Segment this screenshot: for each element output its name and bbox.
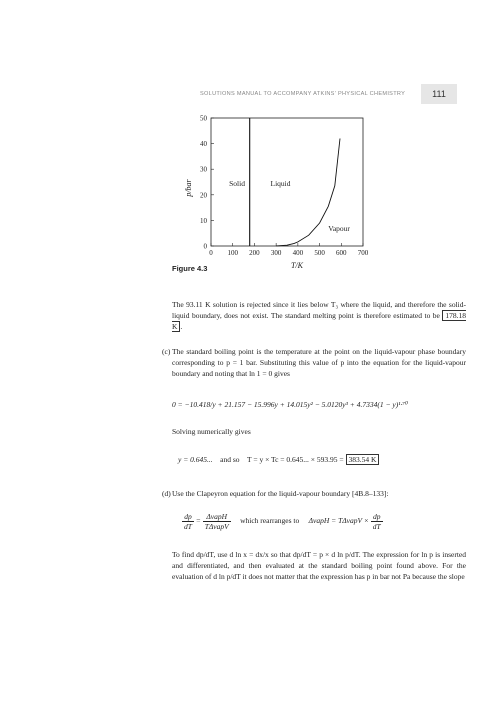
x-tick-label: 400	[292, 249, 304, 257]
rearranged-lhs: ΔvapH = TΔvapV ×	[308, 516, 369, 526]
y-tick-label: 30	[200, 165, 207, 174]
fraction-dh-tdv: $\frac{\text{ΔvapH}}{\text{TΔvapV}}$	[204, 512, 229, 531]
equation-boiling: 0 = −10.418/y + 21.157 − 15.996y + 14.015y² − 5.0120y³ + 4.7334(1 − y)¹·⁷⁰	[172, 400, 408, 409]
paragraph-boiling-point: The standard boiling point is the temperature at the point on the liquid-vapour phase boundary corresponding to p = 1 bar. Substituting this value of p into the equation for the liquid-vapour boundary and noting that ln 1 = 0 gives	[172, 347, 466, 379]
melting-text: The 93.11 K solution is rejected since it lies below T₃ where the liquid, and therefore the solid-liquid boundary, does not exist. The standard melting point is therefore estimated to be	[172, 300, 466, 321]
equals-sign: =	[195, 516, 201, 526]
region-label-solid: Solid	[229, 178, 245, 188]
x-axis-label: T/K	[290, 261, 304, 270]
solving-text: Solving numerically gives	[172, 427, 251, 436]
x-tick-label: 100	[227, 249, 238, 257]
x-tick-label: 500	[314, 249, 325, 257]
region-label-vapour: Vapour	[328, 224, 350, 234]
y-tick-label: 50	[200, 114, 207, 123]
x-tick-label: 200	[249, 249, 260, 257]
y-tick-label: 20	[200, 191, 207, 200]
running-title: SOLUTIONS MANUAL TO ACCOMPANY ATKINS' PHYSICAL CHEMISTRY	[200, 91, 406, 97]
y-tick-label: 40	[200, 140, 207, 149]
solution-and-so: and so	[220, 455, 240, 464]
clapeyron-equation	[182, 512, 383, 531]
item-d-label: (d)	[162, 489, 171, 498]
solution-y: y = 0.645...	[178, 455, 213, 464]
equation-solution	[178, 455, 379, 464]
rearranges-text: which rearranges to	[240, 516, 300, 526]
y-tick-label: 0	[203, 242, 207, 251]
boiling-point-value: 383.54 K	[346, 454, 380, 465]
fraction-dp-dt-2: $\frac{dp}{dT}$	[372, 512, 381, 531]
region-label-liquid: Liquid	[270, 178, 291, 188]
x-tick-label: 300	[270, 249, 282, 257]
paragraph-dp-dt: To find dp/dT, use d ln x = dx/x so that dp/dT = p × d ln p/dT. The expression for ln p is inserted and differentiated, and then evaluated at the standard boiling point found above. For the evaluation of d ln p/dT it does not matter that the expression has p in bar not Pa because the slope	[172, 550, 466, 582]
fraction-dp-dt: $\frac{dp}{dT}$	[184, 512, 192, 531]
paragraph-melting-point: The 93.11 K solution is rejected since it lies below T₃ where the liquid, and therefore the solid-liquid boundary, does not exist. The standard melting point is therefore estimated to be 178.18 K .	[172, 300, 467, 332]
x-tick-label: 0	[209, 249, 213, 257]
page-number: 111	[421, 84, 457, 104]
solution-temperature: T = y × Tc = 0.645... × 593.95 =	[247, 455, 344, 464]
y-axis-label: p/bar	[184, 179, 193, 197]
x-tick-label: 600	[336, 249, 347, 257]
x-tick-label: 700	[357, 249, 369, 257]
item-c-label: (c)	[162, 347, 171, 356]
clapeyron-intro: Use the Clapeyron equation for the liquid-vapour boundary [4B.8–133]:	[172, 489, 389, 498]
phase-diagram	[176, 108, 386, 272]
melting-point-value: 178.18 K	[172, 311, 467, 332]
figure-label: Figure 4.3	[172, 264, 208, 273]
y-tick-label: 10	[200, 216, 207, 225]
